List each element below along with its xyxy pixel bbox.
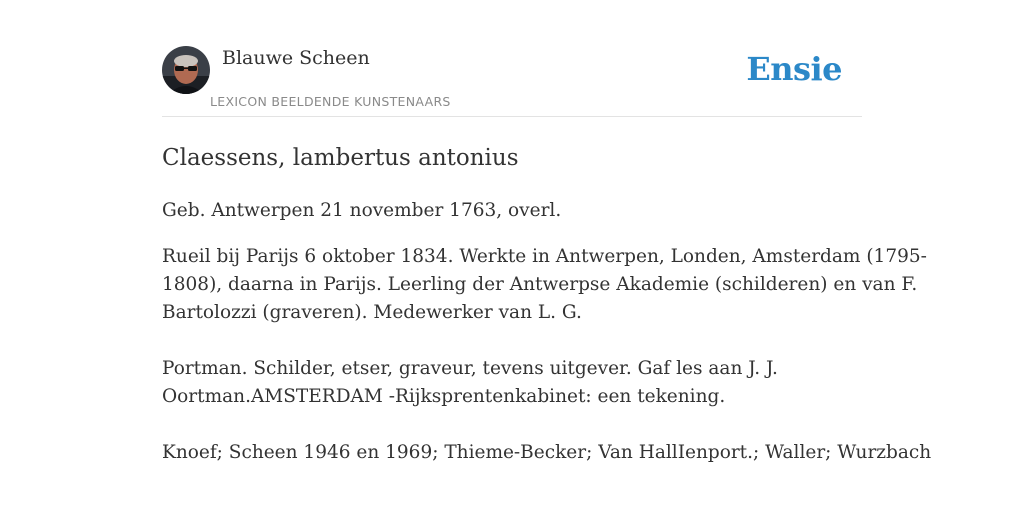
entry-paragraph-biography — [162, 243, 927, 327]
lexicon-name[interactable]: LEXICON BEELDENDE KUNSTENAARS — [210, 94, 451, 109]
entry-paragraph-works — [162, 355, 862, 411]
avatar-portrait-icon — [162, 46, 210, 94]
entry-paragraph-birth: Geb. Antwerpen 21 november 1763, overl. — [162, 200, 562, 221]
text-line: Portman. Schilder, etser, graveur, tevens uitgever. Gaf les aan J. J. — [162, 358, 778, 379]
article-card — [162, 46, 932, 467]
article-header — [162, 46, 862, 117]
author-avatar[interactable] — [162, 46, 210, 94]
entry-paragraph-sources: Knoef; Scheen 1946 en 1969; Thieme-Becker; Van HallIenport.; Waller; Wurzbach — [162, 442, 932, 463]
ensie-logo[interactable]: Ensie — [746, 50, 842, 88]
text-line: Bartolozzi (graveren). Medewerker van L. G. — [162, 302, 582, 323]
text-line: Rueil bij Parijs 6 oktober 1834. Werkte in Antwerpen, Londen, Amsterdam (1795- — [162, 246, 927, 267]
entry-title: Claessens, lambertus antonius — [162, 145, 519, 171]
text-line: Oortman.AMSTERDAM -Rijksprentenkabinet: een tekening. — [162, 386, 726, 407]
text-line: 1808), daarna in Parijs. Leerling der Antwerpse Akademie (schilderen) en van F. — [162, 274, 918, 295]
author-name[interactable]: Blauwe Scheen — [222, 47, 370, 69]
